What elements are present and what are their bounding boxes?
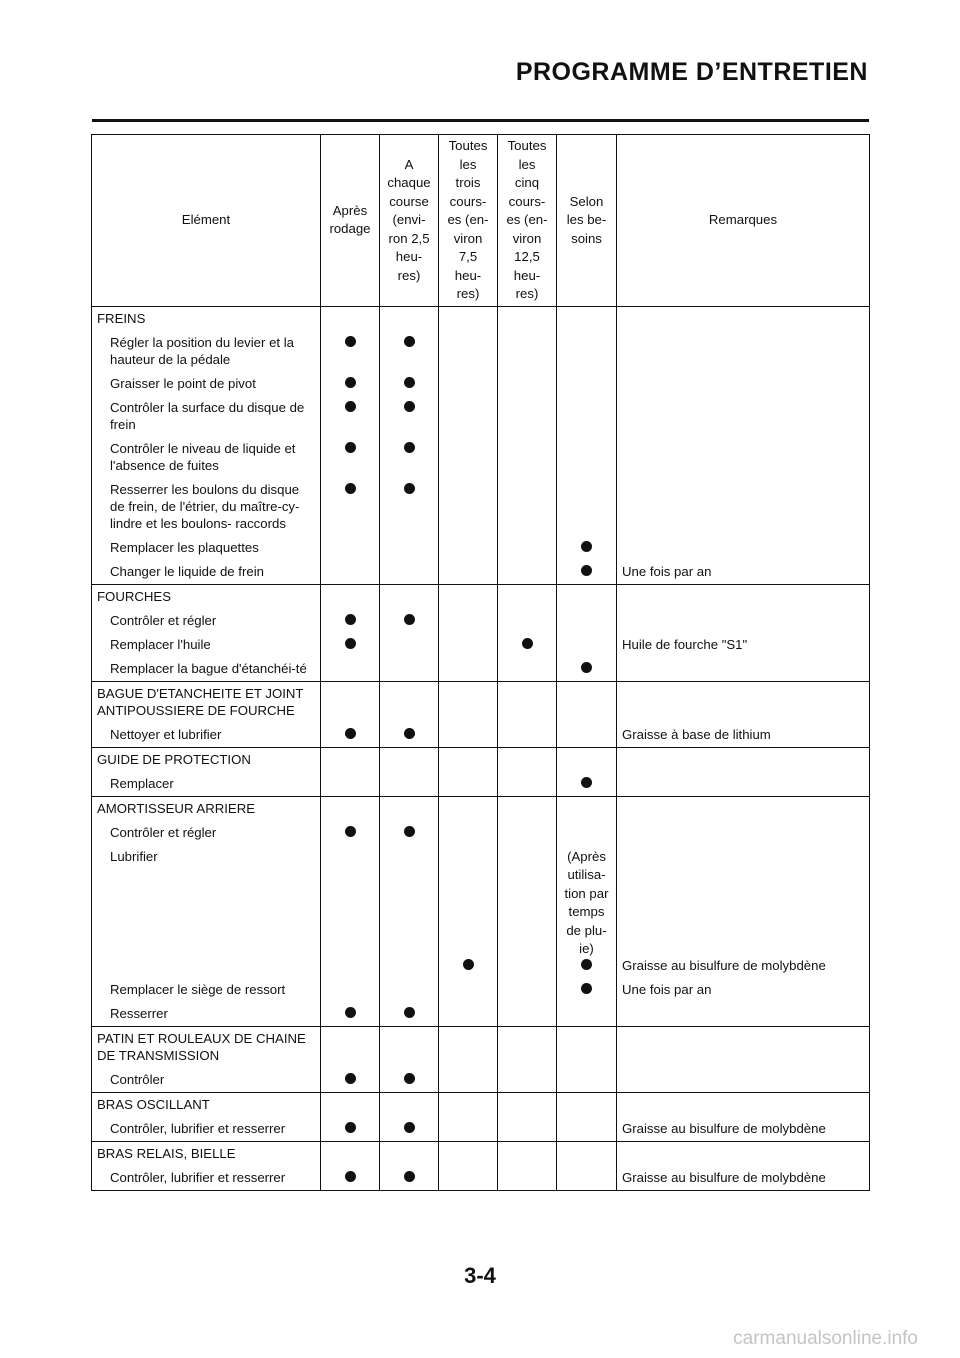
- remark-cell: Graisse au bisulfure de molybdène: [617, 845, 870, 978]
- interval-apres-cell: [321, 845, 380, 978]
- item-row: [92, 723, 870, 748]
- item-row: [92, 657, 870, 682]
- item-label: Lubrifier: [92, 845, 321, 978]
- interval-selon-cell: [557, 723, 617, 748]
- item-label: Remplacer les plaquettes: [92, 536, 321, 560]
- interval-chaque-cell: [380, 978, 439, 1002]
- group-row: [92, 747, 870, 772]
- interval-chaque-cell: [380, 747, 439, 772]
- header-remarques: Remarques: [617, 135, 870, 307]
- interval-trois-cell: [439, 396, 498, 437]
- interval-apres-cell: [321, 772, 380, 797]
- remark-cell: [617, 796, 870, 821]
- interval-apres-cell: [321, 657, 380, 682]
- interval-trois-cell: [439, 560, 498, 585]
- interval-trois-cell: [439, 1026, 498, 1068]
- group-row: [92, 306, 870, 331]
- interval-selon-cell: [557, 796, 617, 821]
- item-label: Changer le liquide de frein: [92, 560, 321, 585]
- item-row: [92, 396, 870, 437]
- interval-chaque-cell: [380, 633, 439, 657]
- item-label: Contrôler et régler: [92, 821, 321, 845]
- interval-apres-cell: [321, 396, 380, 437]
- remark-cell: Graisse au bisulfure de molybdène: [617, 1166, 870, 1191]
- interval-cinq-cell: [498, 821, 557, 845]
- interval-trois-cell: [439, 657, 498, 682]
- interval-cinq-cell: [498, 372, 557, 396]
- item-label: Remplacer la bague d'étanchéi-té: [92, 657, 321, 682]
- interval-trois-cell: [439, 1141, 498, 1166]
- interval-chaque-cell: [380, 657, 439, 682]
- interval-trois-cell: [439, 845, 498, 978]
- interval-trois-cell: [439, 1068, 498, 1093]
- header-element: Elément: [92, 135, 321, 307]
- bullet-dot-icon: [581, 541, 592, 552]
- remark-cell: [617, 609, 870, 633]
- interval-trois-cell: [439, 584, 498, 609]
- interval-trois-cell: [439, 478, 498, 536]
- bullet-dot-icon: [404, 336, 415, 347]
- item-row: [92, 609, 870, 633]
- watermark: carmanualsonline.info: [733, 1328, 918, 1349]
- interval-chaque-cell: [380, 845, 439, 978]
- item-label: Régler la position du levier et la hauteur de la pédale: [92, 331, 321, 372]
- item-row: [92, 478, 870, 536]
- bullet-dot-icon: [581, 662, 592, 673]
- interval-trois-cell: [439, 681, 498, 723]
- remark-cell: [617, 1002, 870, 1027]
- group-row: [92, 681, 870, 723]
- interval-chaque-cell: [380, 396, 439, 437]
- remark-cell: [617, 1068, 870, 1093]
- item-row: [92, 437, 870, 478]
- interval-selon-cell: [557, 633, 617, 657]
- bullet-dot-icon: [404, 1007, 415, 1018]
- interval-apres-cell: [321, 331, 380, 372]
- interval-apres-cell: [321, 372, 380, 396]
- interval-chaque-cell: [380, 478, 439, 536]
- selon-note: (Après utilisa- tion par temps de plu- ie): [564, 848, 609, 956]
- item-row: [92, 1166, 870, 1191]
- bullet-dot-icon: [404, 1122, 415, 1133]
- interval-chaque-cell: [380, 1068, 439, 1093]
- interval-cinq-cell: [498, 560, 557, 585]
- item-label: Remplacer: [92, 772, 321, 797]
- remark-cell: Graisse à base de lithium: [617, 723, 870, 748]
- interval-apres-cell: [321, 437, 380, 478]
- bullet-dot-icon: [404, 442, 415, 453]
- item-row: [92, 560, 870, 585]
- bullet-dot-icon: [404, 1171, 415, 1182]
- interval-trois-cell: [439, 1092, 498, 1117]
- interval-selon-cell: [557, 536, 617, 560]
- bullet-dot-icon: [345, 1122, 356, 1133]
- interval-chaque-cell: [380, 437, 439, 478]
- bullet-dot-icon: [404, 401, 415, 412]
- group-label: BRAS OSCILLANT: [92, 1092, 321, 1117]
- remark-cell: [617, 396, 870, 437]
- interval-trois-cell: [439, 536, 498, 560]
- interval-selon-cell: [557, 1092, 617, 1117]
- bullet-dot-icon: [345, 638, 356, 649]
- interval-cinq-cell: [498, 1002, 557, 1027]
- remark-cell: Une fois par an: [617, 560, 870, 585]
- interval-chaque-cell: [380, 1026, 439, 1068]
- interval-cinq-cell: [498, 796, 557, 821]
- interval-trois-cell: [439, 1002, 498, 1027]
- group-label: FREINS: [92, 306, 321, 331]
- interval-apres-cell: [321, 633, 380, 657]
- item-label: Contrôler, lubrifier et resserrer: [92, 1166, 321, 1191]
- item-label: Remplacer l'huile: [92, 633, 321, 657]
- interval-trois-cell: [439, 1166, 498, 1191]
- header-toutes-cinq: Toutes les cinq cours- es (en- viron 12,5 heu- res): [498, 135, 557, 307]
- interval-cinq-cell: [498, 1166, 557, 1191]
- group-label: FOURCHES: [92, 584, 321, 609]
- bullet-dot-icon: [522, 638, 533, 649]
- interval-selon-cell: [557, 1026, 617, 1068]
- bullet-dot-icon: [404, 728, 415, 739]
- bullet-dot-icon: [404, 826, 415, 837]
- interval-trois-cell: [439, 437, 498, 478]
- interval-apres-cell: [321, 536, 380, 560]
- item-label: Contrôler et régler: [92, 609, 321, 633]
- interval-cinq-cell: [498, 1092, 557, 1117]
- remark-cell: [617, 331, 870, 372]
- interval-apres-cell: [321, 1068, 380, 1093]
- item-row: [92, 372, 870, 396]
- bullet-dot-icon: [345, 1073, 356, 1084]
- interval-apres-cell: [321, 584, 380, 609]
- bullet-dot-icon: [345, 826, 356, 837]
- interval-selon-cell: [557, 821, 617, 845]
- remark-cell: [617, 478, 870, 536]
- group-row: [92, 796, 870, 821]
- interval-cinq-cell: [498, 1117, 557, 1142]
- interval-apres-cell: [321, 306, 380, 331]
- remark-cell: [617, 747, 870, 772]
- bullet-dot-icon: [345, 614, 356, 625]
- group-label: PATIN ET ROULEAUX DE CHAINE DE TRANSMISSION: [92, 1026, 321, 1068]
- interval-chaque-cell: [380, 306, 439, 331]
- interval-trois-cell: [439, 723, 498, 748]
- interval-cinq-cell: [498, 584, 557, 609]
- interval-chaque-cell: [380, 681, 439, 723]
- interval-apres-cell: [321, 723, 380, 748]
- interval-chaque-cell: [380, 1166, 439, 1191]
- interval-chaque-cell: [380, 821, 439, 845]
- interval-cinq-cell: [498, 478, 557, 536]
- interval-chaque-cell: [380, 584, 439, 609]
- interval-selon-cell: [557, 681, 617, 723]
- header-chaque-course: A chaque course (envi- ron 2,5 heu- res): [380, 135, 439, 307]
- interval-trois-cell: [439, 978, 498, 1002]
- bullet-dot-icon: [345, 483, 356, 494]
- interval-apres-cell: [321, 1166, 380, 1191]
- remark-cell: Une fois par an: [617, 978, 870, 1002]
- bullet-dot-icon: [404, 377, 415, 388]
- interval-apres-cell: [321, 560, 380, 585]
- group-row: [92, 1026, 870, 1068]
- interval-selon-cell: [557, 747, 617, 772]
- group-label: AMORTISSEUR ARRIERE: [92, 796, 321, 821]
- interval-selon-cell: [557, 306, 617, 331]
- interval-apres-cell: [321, 1092, 380, 1117]
- interval-cinq-cell: [498, 1026, 557, 1068]
- interval-cinq-cell: [498, 306, 557, 331]
- interval-selon-cell: [557, 772, 617, 797]
- group-row: [92, 1092, 870, 1117]
- interval-cinq-cell: [498, 723, 557, 748]
- interval-apres-cell: [321, 1026, 380, 1068]
- interval-chaque-cell: [380, 1141, 439, 1166]
- interval-cinq-cell: [498, 978, 557, 1002]
- item-label: Contrôler: [92, 1068, 321, 1093]
- bullet-dot-icon: [463, 959, 474, 970]
- header-toutes-trois: Toutes les trois cours- es (en- viron 7,5 heu- res): [439, 135, 498, 307]
- interval-chaque-cell: [380, 772, 439, 797]
- interval-cinq-cell: [498, 609, 557, 633]
- interval-trois-cell: [439, 633, 498, 657]
- interval-cinq-cell: [498, 1141, 557, 1166]
- interval-cinq-cell: [498, 845, 557, 978]
- remark-cell: [617, 536, 870, 560]
- remark-cell: [617, 1092, 870, 1117]
- page-number: 3-4: [464, 1263, 496, 1288]
- header-selon-besoins: Selon les be- soins: [557, 135, 617, 307]
- bullet-dot-icon: [581, 777, 592, 788]
- interval-apres-cell: [321, 1002, 380, 1027]
- bullet-dot-icon: [404, 1073, 415, 1084]
- interval-chaque-cell: [380, 723, 439, 748]
- group-label: GUIDE DE PROTECTION: [92, 747, 321, 772]
- page-title: PROGRAMME D’ENTRETIEN: [515, 58, 868, 86]
- interval-apres-cell: [321, 1117, 380, 1142]
- interval-selon-cell: [557, 1002, 617, 1027]
- item-row: [92, 633, 870, 657]
- interval-selon-cell: [557, 978, 617, 1002]
- remark-cell: Huile de fourche "S1": [617, 633, 870, 657]
- bullet-dot-icon: [404, 483, 415, 494]
- item-label: Graisser le point de pivot: [92, 372, 321, 396]
- interval-trois-cell: [439, 609, 498, 633]
- group-label: BRAS RELAIS, BIELLE: [92, 1141, 321, 1166]
- interval-selon-cell: [557, 478, 617, 536]
- item-row: [92, 821, 870, 845]
- group-label: BAGUE D'ETANCHEITE ET JOINT ANTIPOUSSIERE DE FOURCHE: [92, 681, 321, 723]
- interval-trois-cell: [439, 747, 498, 772]
- bullet-dot-icon: [345, 442, 356, 453]
- interval-cinq-cell: [498, 536, 557, 560]
- bullet-dot-icon: [581, 983, 592, 994]
- bullet-dot-icon: [581, 565, 592, 576]
- interval-chaque-cell: [380, 609, 439, 633]
- interval-selon-cell: [557, 1117, 617, 1142]
- item-label: Contrôler le niveau de liquide et l'absence de fuites: [92, 437, 321, 478]
- interval-apres-cell: [321, 747, 380, 772]
- interval-selon-cell: [557, 584, 617, 609]
- bullet-dot-icon: [345, 1007, 356, 1018]
- interval-chaque-cell: [380, 1117, 439, 1142]
- interval-chaque-cell: [380, 1002, 439, 1027]
- interval-apres-cell: [321, 978, 380, 1002]
- interval-cinq-cell: [498, 747, 557, 772]
- bullet-dot-icon: [345, 377, 356, 388]
- interval-trois-cell: [439, 796, 498, 821]
- interval-selon-cell: [557, 331, 617, 372]
- interval-trois-cell: [439, 372, 498, 396]
- remark-cell: [617, 681, 870, 723]
- interval-trois-cell: [439, 306, 498, 331]
- bullet-dot-icon: [404, 614, 415, 625]
- interval-selon-cell: [557, 657, 617, 682]
- interval-selon-cell: [557, 1141, 617, 1166]
- interval-trois-cell: [439, 1117, 498, 1142]
- bullet-dot-icon: [581, 959, 592, 970]
- interval-trois-cell: [439, 331, 498, 372]
- bullet-dot-icon: [345, 1171, 356, 1182]
- item-row: [92, 1002, 870, 1027]
- interval-trois-cell: [439, 821, 498, 845]
- bullet-dot-icon: [345, 728, 356, 739]
- remark-cell: Graisse au bisulfure de molybdène: [617, 1117, 870, 1142]
- interval-cinq-cell: [498, 331, 557, 372]
- interval-chaque-cell: [380, 796, 439, 821]
- remark-cell: [617, 1141, 870, 1166]
- remark-cell: [617, 657, 870, 682]
- item-row: [92, 1117, 870, 1142]
- interval-selon-cell: [557, 560, 617, 585]
- interval-selon-cell: [557, 396, 617, 437]
- item-label: Nettoyer et lubrifier: [92, 723, 321, 748]
- header-apres-rodage: Après rodage: [321, 135, 380, 307]
- item-label: Resserrer: [92, 1002, 321, 1027]
- interval-selon-cell: [557, 845, 617, 978]
- interval-apres-cell: [321, 609, 380, 633]
- item-label: Remplacer le siège de ressort: [92, 978, 321, 1002]
- interval-selon-cell: [557, 609, 617, 633]
- interval-cinq-cell: [498, 633, 557, 657]
- group-row: [92, 584, 870, 609]
- interval-apres-cell: [321, 796, 380, 821]
- interval-cinq-cell: [498, 396, 557, 437]
- item-label: Contrôler la surface du disque de frein: [92, 396, 321, 437]
- group-row: [92, 1141, 870, 1166]
- bullet-dot-icon: [345, 401, 356, 412]
- interval-selon-cell: [557, 1166, 617, 1191]
- item-row: [92, 772, 870, 797]
- remark-cell: [617, 821, 870, 845]
- item-row: [92, 331, 870, 372]
- interval-selon-cell: [557, 437, 617, 478]
- interval-chaque-cell: [380, 536, 439, 560]
- remark-cell: [617, 372, 870, 396]
- interval-apres-cell: [321, 681, 380, 723]
- item-row: [92, 978, 870, 1002]
- item-row: [92, 1068, 870, 1093]
- remark-cell: [617, 306, 870, 331]
- interval-chaque-cell: [380, 331, 439, 372]
- interval-trois-cell: [439, 772, 498, 797]
- item-row: [92, 845, 870, 978]
- interval-cinq-cell: [498, 681, 557, 723]
- interval-selon-cell: [557, 1068, 617, 1093]
- interval-apres-cell: [321, 821, 380, 845]
- interval-chaque-cell: [380, 372, 439, 396]
- bullet-dot-icon: [345, 336, 356, 347]
- header-row: [92, 135, 870, 307]
- interval-cinq-cell: [498, 437, 557, 478]
- interval-apres-cell: [321, 478, 380, 536]
- remark-cell: [617, 437, 870, 478]
- maintenance-schedule-table: [91, 134, 870, 1191]
- interval-cinq-cell: [498, 1068, 557, 1093]
- interval-apres-cell: [321, 1141, 380, 1166]
- item-row: [92, 536, 870, 560]
- remark-cell: [617, 1026, 870, 1068]
- interval-selon-cell: [557, 372, 617, 396]
- interval-chaque-cell: [380, 1092, 439, 1117]
- interval-cinq-cell: [498, 772, 557, 797]
- title-rule: [92, 119, 869, 122]
- interval-chaque-cell: [380, 560, 439, 585]
- interval-cinq-cell: [498, 657, 557, 682]
- remark-cell: [617, 584, 870, 609]
- item-label: Resserrer les boulons du disque de frein, de l'étrier, du maître-cy-lindre et les boulons- raccords: [92, 478, 321, 536]
- item-label: Contrôler, lubrifier et resserrer: [92, 1117, 321, 1142]
- remark-cell: [617, 772, 870, 797]
